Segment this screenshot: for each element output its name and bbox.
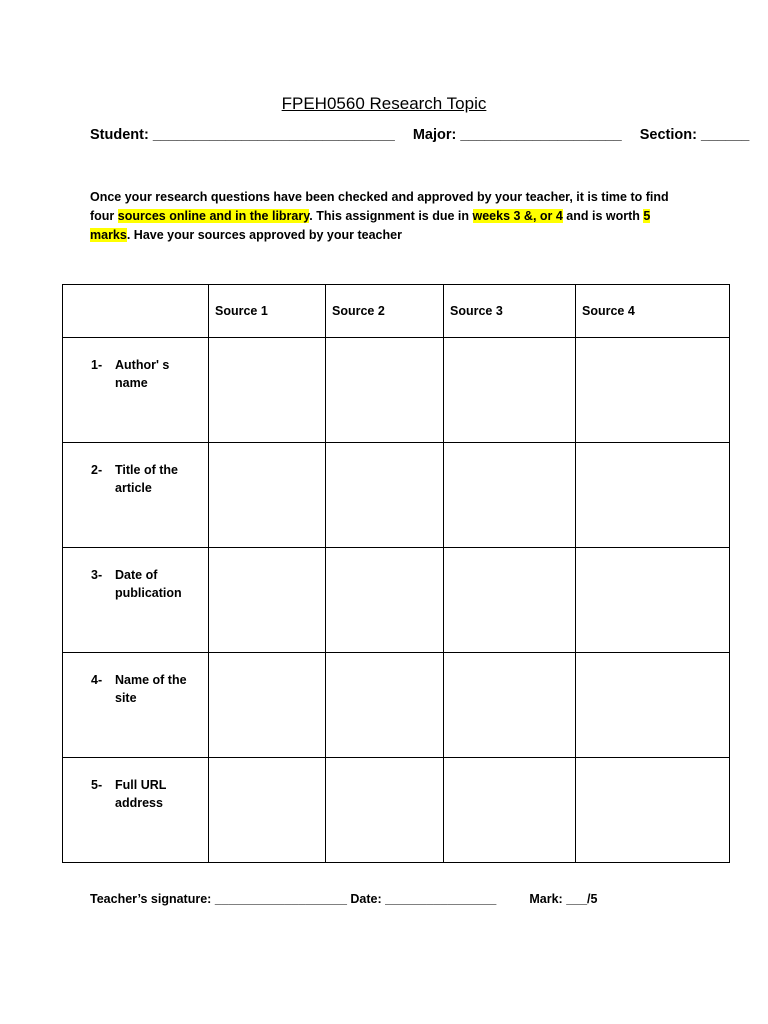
row-label: Name of the site bbox=[115, 673, 187, 705]
signature-label: Teacher’s signature: bbox=[90, 892, 212, 906]
highlight-marks: 5 marks bbox=[90, 209, 651, 242]
date-label: Date: bbox=[350, 892, 382, 906]
entry-cell[interactable] bbox=[326, 758, 444, 863]
row-number: 1- bbox=[91, 358, 103, 372]
row-label: Full URL address bbox=[115, 778, 167, 810]
row-label-cell bbox=[63, 443, 209, 548]
entry-cell[interactable] bbox=[444, 758, 576, 863]
row-number: 4- bbox=[91, 673, 103, 687]
table-row-title bbox=[63, 443, 730, 548]
entry-cell[interactable] bbox=[444, 653, 576, 758]
header-cell-source-2: Source 2 bbox=[326, 285, 444, 338]
entry-cell[interactable] bbox=[576, 653, 730, 758]
mark-label: Mark: bbox=[529, 892, 563, 906]
table-row-url bbox=[63, 758, 730, 863]
highlight-sources: sources online and in the library bbox=[117, 209, 310, 223]
row-label: Title of the article bbox=[115, 463, 178, 495]
entry-cell[interactable] bbox=[444, 548, 576, 653]
row-label-cell bbox=[63, 548, 209, 653]
instructions-text: . This assignment is due in bbox=[309, 209, 473, 223]
entry-cell[interactable] bbox=[209, 758, 326, 863]
row-label-cell bbox=[63, 758, 209, 863]
mark-field[interactable]: ___ bbox=[566, 892, 588, 906]
table-row-site bbox=[63, 653, 730, 758]
document-title: FPEH0560 Research Topic bbox=[281, 94, 487, 113]
highlight-due-weeks: weeks 3 &, or 4 bbox=[472, 209, 563, 223]
table-header-row bbox=[63, 285, 730, 338]
entry-cell[interactable] bbox=[209, 653, 326, 758]
sources-table bbox=[62, 284, 730, 863]
header-cell-source-3: Source 3 bbox=[444, 285, 576, 338]
row-number: 2- bbox=[91, 463, 103, 477]
entry-cell[interactable] bbox=[576, 548, 730, 653]
header-cell-source-1: Source 1 bbox=[209, 285, 326, 338]
entry-cell[interactable] bbox=[326, 338, 444, 443]
entry-cell[interactable] bbox=[209, 548, 326, 653]
instructions-text: . Have your sources approved by your teacher bbox=[126, 228, 402, 242]
student-label: Student: bbox=[90, 127, 149, 143]
table-row-author bbox=[63, 338, 730, 443]
major-label: Major: bbox=[412, 127, 457, 143]
entry-cell[interactable] bbox=[326, 548, 444, 653]
header-cell-source-4: Source 4 bbox=[576, 285, 730, 338]
instructions-paragraph bbox=[90, 188, 690, 245]
entry-cell[interactable] bbox=[444, 338, 576, 443]
student-info-row bbox=[90, 127, 750, 143]
footer-row bbox=[90, 892, 710, 906]
instructions-text: and is worth bbox=[562, 209, 644, 223]
row-label: Author' s name bbox=[115, 358, 170, 390]
header-cell-empty bbox=[63, 285, 209, 338]
table-row-date bbox=[63, 548, 730, 653]
signature-field[interactable]: ___________________ bbox=[214, 892, 347, 906]
row-number: 5- bbox=[91, 778, 103, 792]
student-field[interactable]: ______________________________ bbox=[152, 127, 395, 143]
entry-cell[interactable] bbox=[326, 653, 444, 758]
mark-total: /5 bbox=[587, 892, 598, 906]
row-label: Date of publication bbox=[115, 568, 182, 600]
row-number: 3- bbox=[91, 568, 103, 582]
date-field[interactable]: ________________ bbox=[385, 892, 497, 906]
entry-cell[interactable] bbox=[444, 443, 576, 548]
entry-cell[interactable] bbox=[209, 443, 326, 548]
entry-cell[interactable] bbox=[576, 338, 730, 443]
instructions-text: Once your research questions have been checked and approved by your teacher, it is time to find four bbox=[90, 190, 669, 223]
major-field[interactable]: ____________________ bbox=[460, 127, 622, 143]
section-field[interactable]: ______ bbox=[700, 127, 750, 143]
row-label-cell bbox=[63, 338, 209, 443]
entry-cell[interactable] bbox=[576, 443, 730, 548]
entry-cell[interactable] bbox=[209, 338, 326, 443]
row-label-cell bbox=[63, 653, 209, 758]
entry-cell[interactable] bbox=[326, 443, 444, 548]
entry-cell[interactable] bbox=[576, 758, 730, 863]
section-label: Section: bbox=[639, 127, 697, 143]
